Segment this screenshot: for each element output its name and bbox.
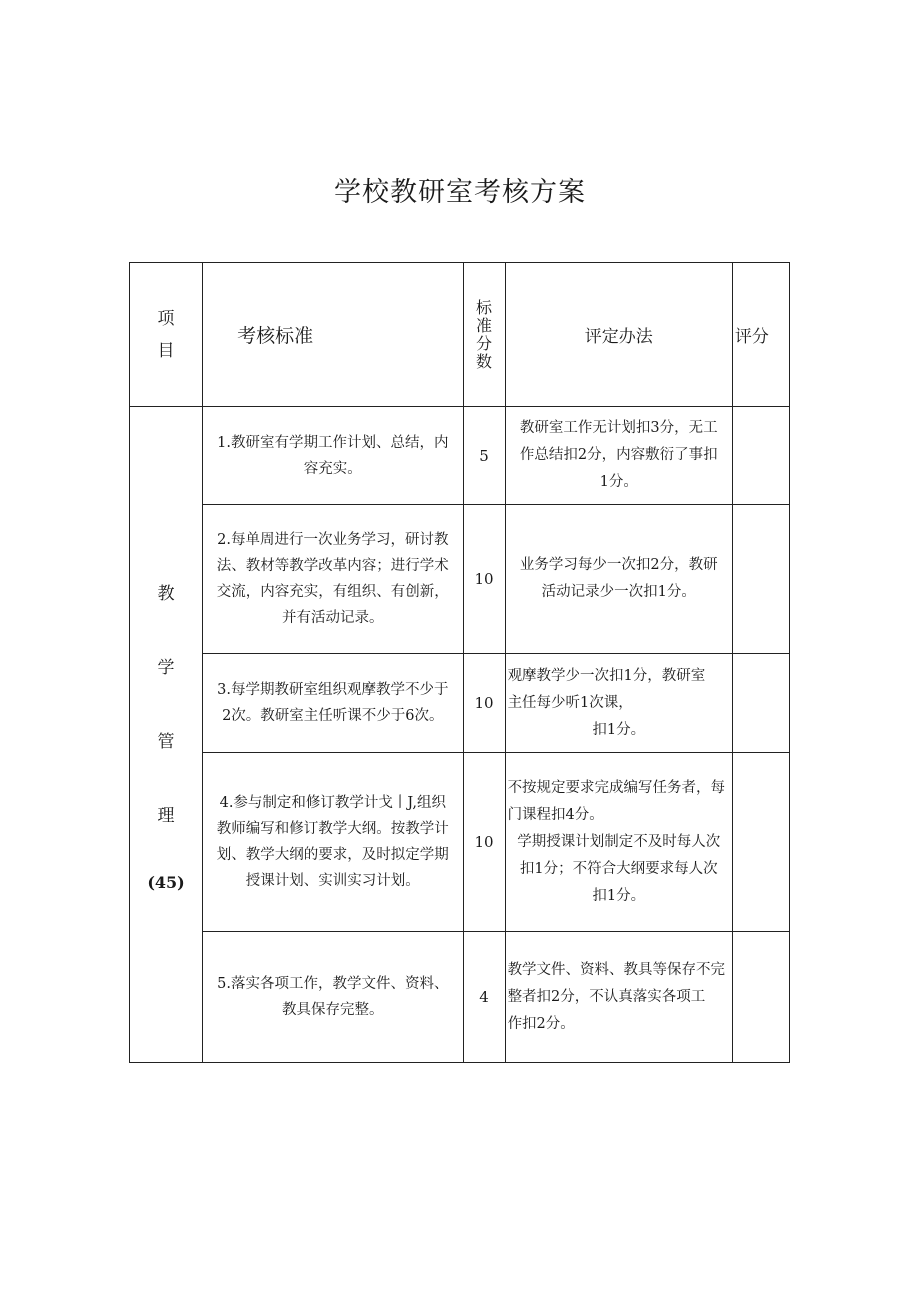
method-line: 扣1分。 (592, 887, 646, 904)
score-cell: 10 (463, 505, 505, 654)
method-line: 作总结扣2分，内容敷衍了事扣 (519, 447, 718, 463)
method-line: 观摩教学少一次扣1分，教研室 (507, 667, 706, 684)
standard-line: 交流，内容充实，有组织、有创新， (216, 584, 449, 600)
table-row (130, 654, 790, 753)
assessment-table (129, 262, 790, 1063)
header-method: 评定办法 (505, 263, 732, 407)
method-line: 1分。 (599, 474, 638, 490)
method-cell (505, 407, 732, 505)
method-line: 主任每少听1次课， (507, 694, 633, 711)
table-row (130, 932, 790, 1063)
header-item-line1: 项 (157, 308, 175, 329)
standard-line: 4.参与制定和修订教学计戈丨J,组织 (219, 795, 446, 811)
method-cell (505, 753, 732, 932)
evaluation-cell[interactable] (732, 654, 789, 753)
evaluation-cell[interactable] (732, 753, 789, 932)
table-row (130, 505, 790, 654)
page-title: 学校教研室考核方案 (334, 177, 586, 208)
standard-cell (203, 407, 463, 505)
standard-line: 教师编写和修订教学大纲。按教学计 (216, 821, 449, 837)
method-cell (505, 654, 732, 753)
method-line: 作扣2分。 (507, 1015, 575, 1032)
header-score-char: 分 (476, 333, 493, 353)
standard-line: 1.教研室有学期工作计划、总结，内 (217, 434, 449, 451)
method-line: 业务学习每少一次扣2分，教研 (519, 557, 718, 573)
standard-line: 并有活动记录。 (282, 610, 384, 626)
standard-line: 授课计划、实训实习计划。 (245, 873, 420, 889)
method-line: 扣1分。 (592, 721, 646, 738)
method-line: 教研室工作无计划扣3分，无工 (519, 420, 718, 436)
score-cell: 10 (463, 654, 505, 753)
standard-line: 容充实。 (303, 460, 362, 477)
table-header-row (130, 263, 790, 407)
category-char: 管 (157, 731, 175, 752)
standard-line: 2次。教研室主任听课不少于6次。 (222, 708, 444, 724)
header-item-line2: 目 (157, 340, 175, 361)
header-score-char: 数 (476, 351, 493, 371)
category-char: 学 (157, 657, 175, 678)
method-line: 整者扣2分，不认真落实各项工 (507, 988, 706, 1005)
header-score (463, 263, 505, 407)
standard-line: 2.每单周进行一次业务学习，研讨教 (217, 532, 449, 548)
method-line: 教学文件、资料、教具等保存不完 (507, 961, 726, 978)
standard-line: 5.落实各项工作，教学文件、资料、 (217, 976, 449, 992)
evaluation-cell[interactable] (732, 932, 789, 1063)
standard-cell (203, 932, 463, 1063)
standard-line: 划、教学大纲的要求，及时拟定学期 (216, 847, 449, 863)
standard-line: 法、教材等教学改革内容；进行学术 (216, 558, 449, 574)
standard-cell (203, 505, 463, 654)
table-row (130, 753, 790, 932)
category-char: 理 (157, 805, 175, 826)
score-cell: 4 (463, 932, 505, 1063)
evaluation-cell[interactable] (732, 407, 789, 505)
header-item (130, 263, 203, 407)
header-score-char: 准 (476, 315, 493, 335)
method-line: 活动记录少一次扣1分。 (541, 584, 696, 600)
standard-line: 3.每学期教研室组织观摩教学不少于 (217, 682, 449, 698)
method-line: 门课程扣4分。 (507, 806, 604, 823)
evaluation-cell[interactable] (732, 505, 789, 654)
category-cell (130, 407, 203, 1063)
method-cell (505, 505, 732, 654)
category-char: 教 (157, 583, 175, 604)
method-cell (505, 932, 732, 1063)
table-row (130, 407, 790, 505)
header-evaluation: 评分 (732, 263, 789, 407)
score-cell: 10 (463, 753, 505, 932)
score-cell: 5 (463, 407, 505, 505)
category-points: (45) (147, 872, 185, 892)
method-line: 扣1分；不符合大纲要求每人次 (519, 860, 718, 877)
standard-line: 教具保存完整。 (282, 1002, 384, 1018)
method-line: 不按规定要求完成编写任务者，每 (507, 779, 726, 796)
header-score-char: 标 (476, 297, 493, 317)
method-line: 学期授课计划制定不及时每人次 (517, 833, 721, 850)
header-standard: 考核标准 (203, 263, 463, 407)
standard-cell (203, 753, 463, 932)
standard-cell (203, 654, 463, 753)
